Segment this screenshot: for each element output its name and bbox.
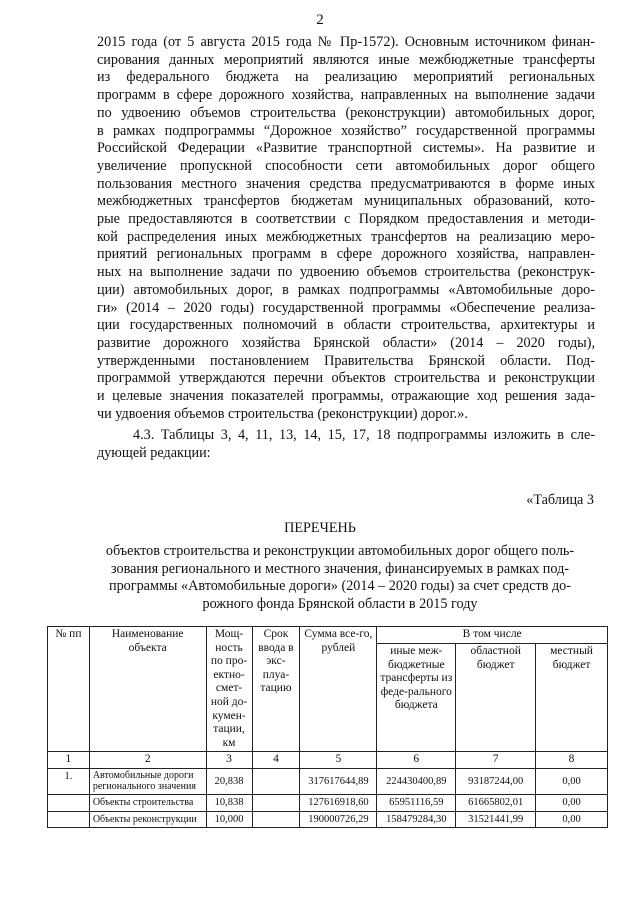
cell-regional: 93187244,00 <box>456 768 536 794</box>
text-line: развитие дорожного хозяйства Брянской области» (2014 – 2020 годы), <box>97 334 595 351</box>
page-number: 2 <box>316 12 324 28</box>
text-line: и целевые значения показателей программы, отражающие ход решения зада- <box>97 388 595 405</box>
text-line: программой утверждаются перечни объектов строительства и реконструкции <box>97 370 595 387</box>
text-line: ги» (2014 – 2020 годы) государственной программы «Обеспечение реализа- <box>97 299 595 316</box>
cell-power: 10,000 <box>206 811 252 828</box>
text-line: кой распределения иных межбюджетных трансфертов на реализацию меро- <box>97 228 595 245</box>
header-term: Срок ввода в экс-плуа-тацию <box>252 627 300 752</box>
cell-num <box>48 811 90 828</box>
text-line: программ в сфере дорожного хозяйства, направленных на выполнение задачи <box>97 87 595 104</box>
column-number: 3 <box>206 752 252 769</box>
cell-power: 20,838 <box>206 768 252 794</box>
cell-name: Объекты реконструкции <box>89 811 206 828</box>
column-number: 1 <box>48 752 90 769</box>
cell-sum: 317617644,89 <box>300 768 377 794</box>
text-line: дующей редакции: <box>97 444 211 461</box>
cell-term <box>252 768 300 794</box>
subtitle-line: программы «Автомобильные дороги» (2014 – 2020 годы) за счет средств до- <box>108 578 572 594</box>
text-line: рые предоставляются в соответствии с Порядком предоставления и методи- <box>97 211 595 228</box>
subtitle-line: рожного фонда Брянской области в 2015 году <box>202 595 478 612</box>
header-including: В том числе <box>377 627 608 644</box>
text-line: ции государственных полномочий в области строительства, архитектуры и <box>97 317 595 334</box>
text-line: приятий региональных программ в сфере дорожного хозяйства, направлен- <box>97 246 595 263</box>
cell-sum: 190000726,29 <box>300 811 377 828</box>
table-row <box>48 811 608 828</box>
column-number: 8 <box>536 752 608 769</box>
text-line: пользования местного значения средства предусматриваются в форме иных <box>97 175 595 192</box>
header-local: местный бюджет <box>536 644 608 752</box>
cell-term <box>252 794 300 811</box>
cell-power: 10,838 <box>206 794 252 811</box>
cell-local: 0,00 <box>536 794 608 811</box>
cell-num: 1. <box>48 768 90 794</box>
subtitle-line: зования регионального и местного значения, финансируемых в рамках под- <box>110 560 570 577</box>
table-label: «Таблица 3 <box>526 492 594 508</box>
column-number: 5 <box>300 752 377 769</box>
header-regional: областной бюджет <box>456 644 536 752</box>
text-line: сирования данных мероприятий являются иные межбюджетные трансферты <box>97 51 595 68</box>
column-number: 4 <box>252 752 300 769</box>
text-line: ных на выполнение задачи по удвоению объемов строительства (реконструк- <box>97 264 595 281</box>
list-heading: ПЕРЕЧЕНЬ <box>284 520 356 536</box>
text-line: чи удвоения объемов строительства (реконструкции) дорог.». <box>97 405 468 422</box>
cell-name: Автомобильные дороги регионального значения <box>89 768 206 794</box>
text-line: Российской Федерации «Развитие транспортной системы». На развитие и <box>97 140 595 157</box>
header-power: Мощ-ность по про-ектно-смет-ной до-кумен-тации, км <box>206 627 252 752</box>
text-line: в рамках подпрограммы “Дорожное хозяйство” государственной программы <box>97 122 595 139</box>
cell-num <box>48 794 90 811</box>
text-line: по удвоению объемов строительства (реконструкции) автомобильных дорог, <box>97 104 595 121</box>
cell-transfers: 158479284,30 <box>377 811 456 828</box>
cell-term <box>252 811 300 828</box>
text-line: увеличение пропускной способности сети автомобильных дорог общего <box>97 157 595 174</box>
list-subtitle <box>80 543 600 613</box>
text-line: ции) автомобильных дорог, в рамках подпрограммы «Автомобильные доро- <box>97 281 595 298</box>
column-numbers-row <box>48 752 608 769</box>
column-number: 6 <box>377 752 456 769</box>
cell-sum: 127616918,60 <box>300 794 377 811</box>
objects-table <box>47 626 608 828</box>
paragraph-4-3 <box>97 427 595 462</box>
header-transfers: иные меж-бюджетные трансферты из феде-рального бюджета <box>377 644 456 752</box>
table-row <box>48 768 608 794</box>
header-num: № пп <box>48 627 90 752</box>
table-row <box>48 794 608 811</box>
header-name: Наименование объекта <box>89 627 206 752</box>
header-sum: Сумма все-го, рублей <box>300 627 377 752</box>
cell-regional: 61665802,01 <box>456 794 536 811</box>
cell-local: 0,00 <box>536 768 608 794</box>
text-line: 2015 года (от 5 августа 2015 года № Пр-1572). Основным источником финан- <box>97 34 595 50</box>
column-number: 2 <box>89 752 206 769</box>
cell-transfers: 65951116,59 <box>377 794 456 811</box>
cell-name: Объекты строительства <box>89 794 206 811</box>
text-line: 4.3. Таблицы 3, 4, 11, 13, 14, 15, 17, 18 подпрограммы изложить в сле- <box>133 427 595 443</box>
text-line: из федерального бюджета на реализацию мероприятий региональных <box>97 69 595 86</box>
cell-local: 0,00 <box>536 811 608 828</box>
subtitle-line: объектов строительства и реконструкции автомобильных дорог общего поль- <box>105 543 575 559</box>
text-line: межбюджетных трансфертов бюджетам муниципальных образований, кото- <box>97 193 595 210</box>
cell-transfers: 224430400,89 <box>377 768 456 794</box>
cell-regional: 31521441,99 <box>456 811 536 828</box>
paragraph-main <box>97 34 595 423</box>
column-number: 7 <box>456 752 536 769</box>
text-line: утвержденными постановлением Правительства Брянской области. Под- <box>97 352 595 369</box>
